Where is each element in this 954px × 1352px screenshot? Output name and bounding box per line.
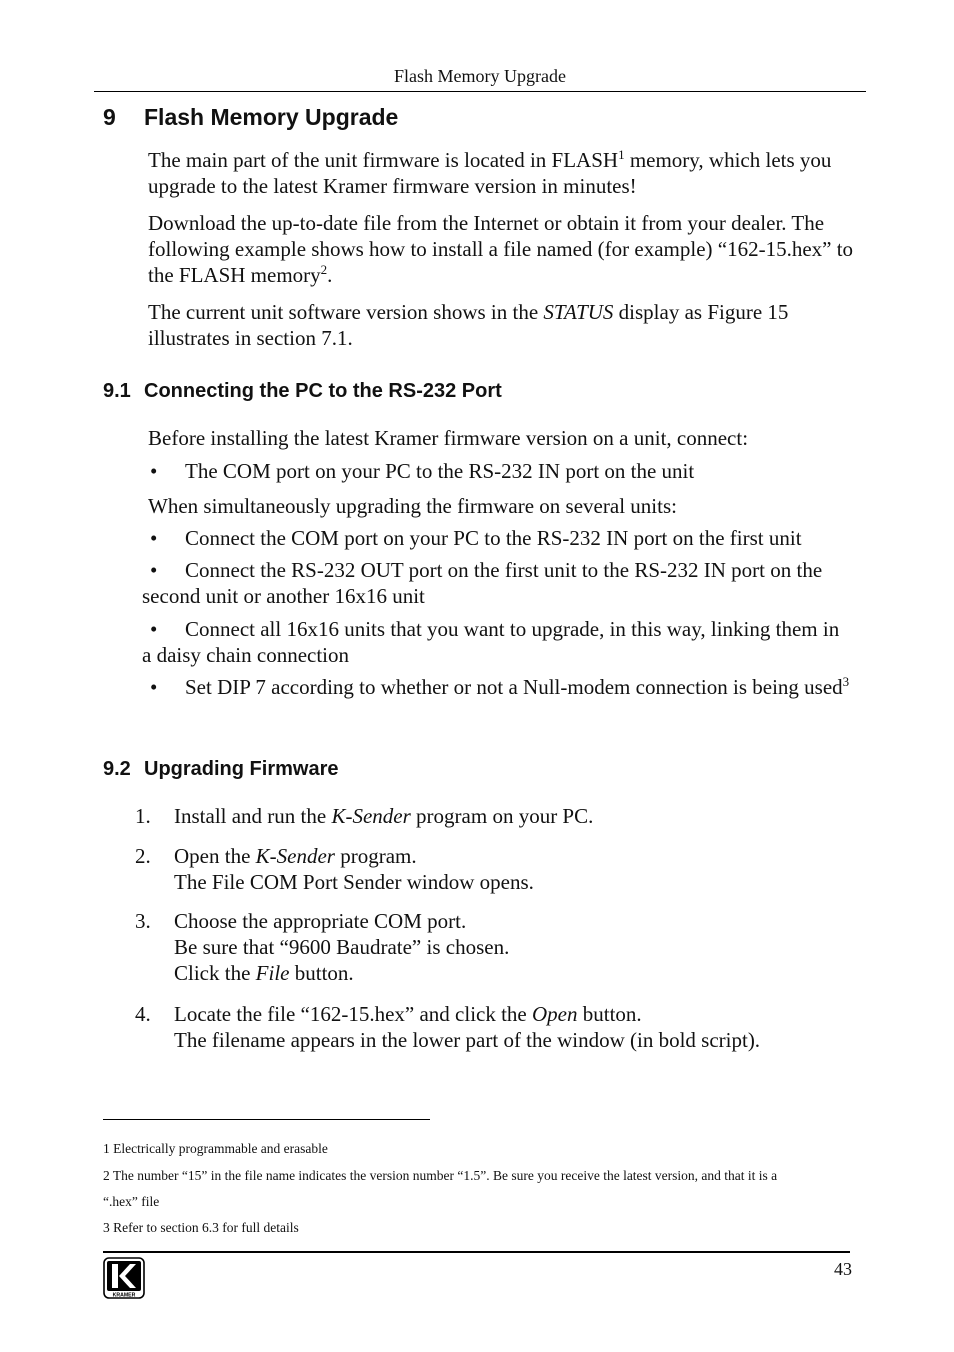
paragraph-text: The current unit software version shows in the (148, 300, 544, 324)
list-item (142, 616, 842, 668)
step-text: Be sure that “9600 Baudrate” is chosen. (174, 935, 510, 959)
list-item-text: Connect the COM port on your PC to the RS-232 IN port on the first unit (185, 526, 802, 550)
footnote-ref-1: 1 (618, 147, 625, 162)
status-term: STATUS (543, 300, 614, 324)
step-result: The filename appears in the lower part of the window (in bold script). (174, 1028, 761, 1052)
button-name: File (255, 961, 290, 985)
subsection-title: Upgrading Firmware (144, 758, 339, 780)
download-paragraph (148, 210, 863, 288)
list-item-text: Set DIP 7 according to whether or not a Null-modem connection is being used (185, 675, 843, 699)
footnote-1: 1 Electrically programmable and erasable (103, 1141, 328, 1156)
program-name: K-Sender (255, 844, 335, 868)
bullet-icon: • (150, 617, 158, 641)
step-text: Install and run the (174, 804, 332, 828)
bullet-icon: • (150, 675, 158, 699)
bullet-icon: • (150, 526, 158, 550)
step-text: Open the (174, 844, 256, 868)
step-text: button. (289, 961, 354, 985)
subsection-number: 9.1 (103, 380, 131, 402)
program-name: K-Sender (331, 804, 411, 828)
kramer-logo-icon (103, 1257, 145, 1299)
paragraph-text: . (327, 263, 333, 287)
running-header: Flash Memory Upgrade (394, 66, 566, 86)
bullet-icon: • (150, 558, 158, 582)
step-number: 2. (135, 844, 151, 868)
page-number: 43 (834, 1259, 852, 1279)
list-item-text: The COM port on your PC to the RS-232 IN port on the unit (185, 459, 695, 483)
footer-rule (103, 1251, 850, 1253)
step-number: 1. (135, 804, 151, 828)
button-name: Open (532, 1002, 578, 1026)
paragraph-text: The main part of the unit firmware is located in FLASH (148, 148, 619, 172)
step-text: Locate the file “162-15.hex” and click the (174, 1002, 533, 1026)
header-rule (94, 91, 866, 92)
svg-text:KRAMER: KRAMER (112, 1292, 136, 1299)
step-text: button. (577, 1002, 642, 1026)
footnote-2-continued: “.hex” file (103, 1194, 160, 1209)
footnote-2: 2 The number “15” in the file name indicates the version number “1.5”. Be sure you receive the latest version, and that it is a (103, 1168, 778, 1183)
section-number: 9 (103, 104, 116, 130)
version-paragraph (148, 299, 868, 351)
connect-intro: Before installing the latest Kramer firmware version on a unit, connect: (148, 426, 749, 450)
intro-paragraph (148, 147, 868, 199)
multi-unit-intro: When simultaneously upgrading the firmware on several units: (148, 494, 677, 518)
bullet-icon: • (150, 459, 158, 483)
paragraph-text: Download the up-to-date file from the Internet or obtain it from your dealer. The following example shows how to install a file named (for example) “162-15.hex” to the FLASH memory (148, 211, 854, 287)
step-result: The File COM Port Sender window opens. (174, 870, 534, 894)
list-item-text: Connect the RS-232 OUT port on the first unit to the RS-232 IN port on the second unit or another 16x16 unit (142, 558, 823, 608)
list-item (142, 458, 872, 484)
section-title: Flash Memory Upgrade (144, 104, 399, 130)
list-item (142, 557, 857, 609)
step-number: 3. (135, 909, 151, 933)
step-text: program. (334, 844, 417, 868)
step-text: program on your PC. (410, 804, 594, 828)
step-text: Click the (174, 961, 256, 985)
footnote-ref-2: 2 (320, 262, 328, 277)
footnote-rule (103, 1119, 430, 1120)
step-text: Choose the appropriate COM port. (174, 909, 467, 933)
subsection-title: Connecting the PC to the RS-232 Port (144, 380, 502, 402)
footnote-3: 3 Refer to section 6.3 for full details (103, 1220, 299, 1235)
footnote-ref-3: 3 (842, 674, 850, 689)
list-item-text: Connect all 16x16 units that you want to upgrade, in this way, linking them in a daisy chain connection (142, 617, 840, 667)
paragraph-text: display as Figure 15 illustrates in section 7.1. (148, 300, 789, 350)
list-item (142, 674, 857, 700)
list-item (142, 525, 872, 551)
subsection-number: 9.2 (103, 758, 131, 780)
paragraph-text: memory, which lets you upgrade to the latest Kramer firmware version in minutes! (148, 148, 832, 198)
step-number: 4. (135, 1002, 151, 1026)
